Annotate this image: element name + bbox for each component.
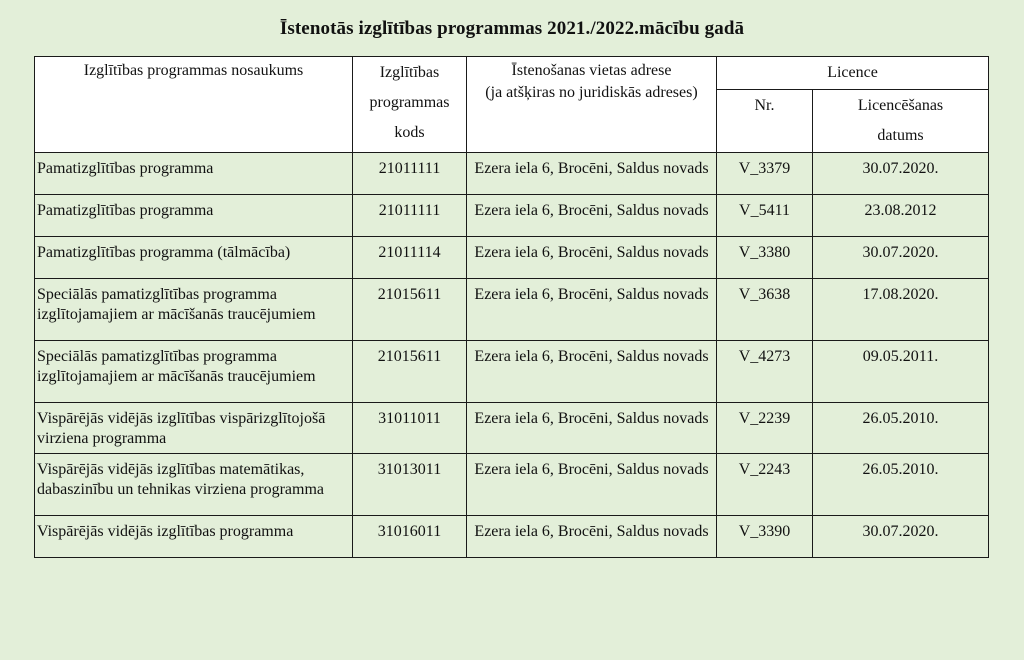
licence-nr-cell: V_3638 — [717, 279, 813, 341]
licence-date-cell: 26.05.2010. — [813, 454, 989, 516]
table-row — [35, 341, 989, 403]
program-name-cell: Speciālās pamatizglītības programma izglītojamajiem ar mācīšanās traucējumiem — [35, 341, 353, 403]
header-row — [35, 57, 989, 90]
header-address-line2: (ja atšķiras no juridiskās adreses) — [485, 84, 698, 101]
licence-date-cell: 30.07.2020. — [813, 237, 989, 279]
licence-date-cell: 30.07.2020. — [813, 516, 989, 558]
program-name-cell: Vispārējās vidējās izglītības vispārizglītojošā virziena programma — [35, 403, 353, 454]
licence-nr-cell: V_3379 — [717, 153, 813, 195]
table-row — [35, 516, 989, 558]
address-cell: Ezera iela 6, Brocēni, Saldus novads — [467, 516, 717, 558]
address-cell: Ezera iela 6, Brocēni, Saldus novads — [467, 403, 717, 454]
licence-nr-cell: V_3380 — [717, 237, 813, 279]
table-row — [35, 195, 989, 237]
licence-date-cell: 09.05.2011. — [813, 341, 989, 403]
header-address-line1: Īstenošanas vietas adrese — [511, 62, 672, 79]
header-date-line1: Licencēšanas — [857, 97, 944, 114]
program-code-cell: 21015611 — [353, 279, 467, 341]
licence-date-cell: 17.08.2020. — [813, 279, 989, 341]
licence-date-cell: 30.07.2020. — [813, 153, 989, 195]
licence-date-cell: 23.08.2012 — [813, 195, 989, 237]
address-cell: Ezera iela 6, Brocēni, Saldus novads — [467, 153, 717, 195]
program-code-cell: 21015611 — [353, 341, 467, 403]
licence-nr-cell: V_2239 — [717, 403, 813, 454]
address-cell: Ezera iela 6, Brocēni, Saldus novads — [467, 279, 717, 341]
address-cell: Ezera iela 6, Brocēni, Saldus novads — [467, 341, 717, 403]
table-row — [35, 237, 989, 279]
table-row — [35, 403, 989, 454]
program-code-cell: 31011011 — [353, 403, 467, 454]
address-cell: Ezera iela 6, Brocēni, Saldus novads — [467, 237, 717, 279]
table-row — [35, 153, 989, 195]
header-program-code — [353, 57, 467, 153]
licence-nr-cell: V_4273 — [717, 341, 813, 403]
program-name-cell: Vispārējās vidējās izglītības programma — [35, 516, 353, 558]
header-address — [467, 57, 717, 153]
licence-nr-cell: V_5411 — [717, 195, 813, 237]
header-date-line2: datums — [877, 127, 924, 144]
licence-nr-cell: V_2243 — [717, 454, 813, 516]
address-cell: Ezera iela 6, Brocēni, Saldus novads — [467, 195, 717, 237]
address-cell: Ezera iela 6, Brocēni, Saldus novads — [467, 454, 717, 516]
header-code-line3: kods — [394, 124, 425, 141]
program-name-cell: Pamatizglītības programma (tālmācība) — [35, 237, 353, 279]
program-code-cell: 31013011 — [353, 454, 467, 516]
header-code-line2: programmas — [369, 94, 450, 111]
header-program-name: Izglītības programmas nosaukums — [35, 57, 353, 153]
programs-table — [34, 56, 989, 558]
table-row — [35, 279, 989, 341]
header-code-line1: Izglītības — [379, 64, 440, 81]
program-name-cell: Pamatizglītības programma — [35, 195, 353, 237]
program-name-cell: Pamatizglītības programma — [35, 153, 353, 195]
header-licence-date — [813, 90, 989, 153]
program-code-cell: 21011111 — [353, 195, 467, 237]
program-code-cell: 31016011 — [353, 516, 467, 558]
table-row — [35, 454, 989, 516]
program-name-cell: Vispārējās vidējās izglītības matemātikas, dabaszinību un tehnikas virziena programma — [35, 454, 353, 516]
program-code-cell: 21011111 — [353, 153, 467, 195]
page-title: Īstenotās izglītības programmas 2021./2022.mācību gadā — [279, 18, 745, 39]
licence-nr-cell: V_3390 — [717, 516, 813, 558]
header-licence-nr: Nr. — [717, 90, 813, 153]
header-licence: Licence — [717, 57, 989, 90]
program-code-cell: 21011114 — [353, 237, 467, 279]
program-name-cell: Speciālās pamatizglītības programma izglītojamajiem ar mācīšanās traucējumiem — [35, 279, 353, 341]
licence-date-cell: 26.05.2010. — [813, 403, 989, 454]
